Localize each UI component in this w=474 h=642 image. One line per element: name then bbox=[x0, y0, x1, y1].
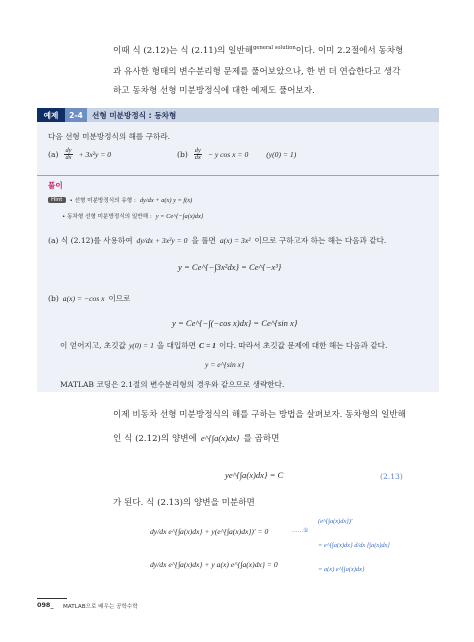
solution-b-result: y = Ce^{−∫(−cos x)dx} = Ce^{sin x} bbox=[172, 318, 298, 328]
intro-line2: 과 유사한 형태의 변수분리형 문제를 풀어보았으나, 한 번 더 연습한다고 생각 bbox=[113, 67, 401, 77]
body2-line2: 인 식 (2.12)의 양변에 e^{∫a(x)dx} 를 곱하면 bbox=[113, 433, 280, 444]
example-number: 2-4 bbox=[65, 108, 87, 122]
derivative-eq-2: dy/dx e^{∫a(x)dx} + y a(x) e^{∫a(x)dx} = 0 bbox=[150, 560, 278, 569]
solution-b-line2: 이 얻어지고, 초깃값 y(0) = 1 을 대입하면 C = 1 이다. 따라서 초깃값 문제에 대한 해는 다음과 같다. bbox=[60, 341, 388, 350]
page-number: 098_ bbox=[37, 601, 54, 609]
note-line1: (e^{∫a(x)dx})′ bbox=[318, 518, 353, 525]
example-part-a: (a) $\frac{dy}{dx}$ + 3x²y = 0 bbox=[48, 147, 112, 162]
note-line2: = e^{∫a(x)dx} d/dx [∫a(x)dx] bbox=[318, 542, 390, 549]
intro-line1: 이때 식 (2.12)는 식 (2.11)의 일반해$^{general solution}$이다. 이미 2.2절에서 동차형 bbox=[113, 45, 404, 56]
body2-line1: 이제 비동차 선형 미분방정식의 해를 구하는 방법을 살펴보자. 동차형의 일반해 bbox=[113, 410, 406, 420]
note-line3: = a(x) e^{∫a(x)dx} bbox=[318, 566, 365, 573]
footer-title: MATLAB으로 배우는 공학수학 bbox=[63, 604, 138, 610]
matlab-note: MATLAB 코딩은 2.1절의 변수분리형의 경우와 같으므로 생략한다. bbox=[60, 380, 285, 389]
solution-b-line: (b) a(x) = −cos x 이므로 bbox=[48, 294, 131, 303]
example-prompt: 다음 선형 미분방정식의 해를 구하라. bbox=[48, 132, 171, 141]
solution-a-line: (a) 식 (2.12)를 사용하여 dy/dx + 3x²y = 0 을 풀면 a(x) = 3x² 이므로 구하고자 하는 해는 다음과 같다. bbox=[48, 236, 387, 245]
solution-label: 풀이 bbox=[48, 181, 63, 190]
note-marker: ……① bbox=[292, 528, 309, 534]
body2-line3: 가 된다. 식 (2.13)의 양변을 미분하면 bbox=[113, 498, 255, 508]
divider bbox=[37, 175, 439, 176]
equation-number: (2.13) bbox=[380, 472, 403, 481]
intro-line3: 하고 동차형 선형 미분방정식에 대한 예제도 풀어보자. bbox=[113, 86, 315, 96]
example-tag: 예제 bbox=[37, 108, 65, 122]
derivative-eq-1: dy/dx e^{∫a(x)dx} + y(e^{∫a(x)dx})′ = 0 bbox=[150, 527, 269, 536]
solution-b-final: y = e^{sin x} bbox=[205, 360, 245, 369]
hint-2: • 동차형 선형 미분방정식의 일반해 : y = Ce^{−∫a(x)dx} bbox=[62, 212, 204, 220]
hint-badge: Hint bbox=[48, 197, 66, 203]
solution-a-result: y = Ce^{−∫3x²dx} = Ce^{−x³} bbox=[178, 262, 282, 272]
example-title: 선형 미분방정식 : 동차형 bbox=[92, 111, 177, 120]
example-part-b: (b) $\frac{dy}{dx}$ − y cos x = 0 (y(0) = 1) bbox=[177, 147, 297, 162]
footer-rule bbox=[37, 598, 67, 599]
equation-2-13: ye^{∫a(x)dx} = C bbox=[225, 470, 284, 480]
hint-1: Hint • 선형 미분방정식의 유형 : dy/dx + a(x) y = f(x) bbox=[48, 196, 192, 204]
